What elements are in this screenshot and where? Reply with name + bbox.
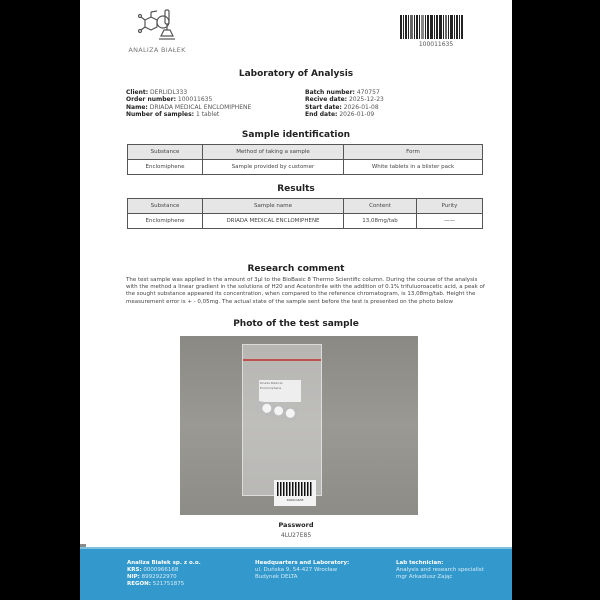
barcode-bars: [400, 15, 472, 39]
photo-barcode-bars: [277, 482, 313, 496]
sample-identification-heading: Sample identification: [241, 130, 351, 140]
info-receive-date: Recive date: 2025-12-23: [305, 96, 384, 104]
certificate-page: [80, 0, 512, 600]
molecule-microscope-icon: [137, 8, 177, 44]
bag-zip: [243, 359, 321, 361]
tablet: [273, 405, 284, 416]
info-name: Name: DRIADA MEDICAL ENCLOMIPHENE: [126, 103, 252, 111]
table-header-row: Substance Method of taking a sample Form: [128, 145, 483, 160]
photo-barcode-number: 100011635: [286, 498, 304, 502]
footer-technician: Lab technician: Analysis and research specialist mgr Arkadiusz Zając: [396, 560, 484, 580]
results-table: [127, 198, 483, 229]
sample-identification-table: [127, 144, 483, 175]
password-label: Password: [278, 521, 314, 529]
company-legal-name: Analiza Białek sp. z o.o.: [127, 560, 201, 566]
info-left: [126, 89, 251, 118]
info-end-date: End date: 2026-01-09: [305, 110, 375, 118]
test-sample-photo: [180, 336, 418, 515]
barcode-number: 100011635: [418, 41, 454, 48]
research-comment-text: The test sample was applied in the amount of 3µl to the BioBasic 8 Thermo Scientific column. During the course of the analysis with the method a linear gradient in the solutions of H20 and Acetonitrile with the addition of 0.1% trifuluoroacetic acid, a peak of the sought substance appeared its concentration, when compared to the reference chromatogram, is 13,08mg/tab. Height the measurement error is + - 0,05mg. The actual state of the sample sent before the test is presented on the photo below: [126, 277, 485, 305]
password-value: 4LU27E85: [280, 532, 312, 539]
tablet: [261, 403, 272, 414]
page-title: Laboratory of Analysis: [238, 69, 354, 79]
company-name: ANALIZA BIAŁEK: [128, 46, 186, 54]
footer-company: Analiza Białek sp. z o.o. KRS: 0000966168 NIP: 8992922970 REGON: 521751875: [127, 560, 201, 587]
bag-label: Driada Medical Enclomiphene: [259, 380, 301, 402]
order-barcode: [400, 15, 472, 48]
photo-heading: Photo of the test sample: [233, 319, 359, 329]
blister-pack: [255, 401, 299, 421]
table-row: Enclomiphene Sample provided by customer White tablets in a blister pack: [128, 160, 483, 175]
info-client: Client: DERLIDL333: [126, 89, 188, 96]
info-order-number: Order number: 100011635: [126, 96, 213, 104]
photo-barcode-sticker: [274, 480, 316, 506]
table-header-row: Substance Sample name Content Purity: [128, 199, 483, 214]
info-start-date: Start date: 2026-01-08: [305, 103, 379, 111]
info-right: [305, 89, 384, 118]
tablet: [285, 408, 296, 419]
info-batch-number: Batch number: 470757: [305, 89, 380, 96]
research-comment-heading: Research comment: [247, 264, 345, 274]
footer: [80, 547, 512, 600]
results-heading: Results: [277, 184, 315, 194]
table-row: Enclomiphene DRIADA MEDICAL ENCLOMIPHENE 13,08mg/tab ——: [128, 214, 483, 229]
footer-headquarters: Headquarters and Laboratory: ul. Duńska 9, 54-427 Wrocław Budynek DELTA: [255, 560, 350, 580]
sample-bag: [242, 344, 322, 496]
info-number-of-samples: Number of samples: 1 tablet: [126, 110, 220, 118]
company-logo: [122, 8, 192, 54]
